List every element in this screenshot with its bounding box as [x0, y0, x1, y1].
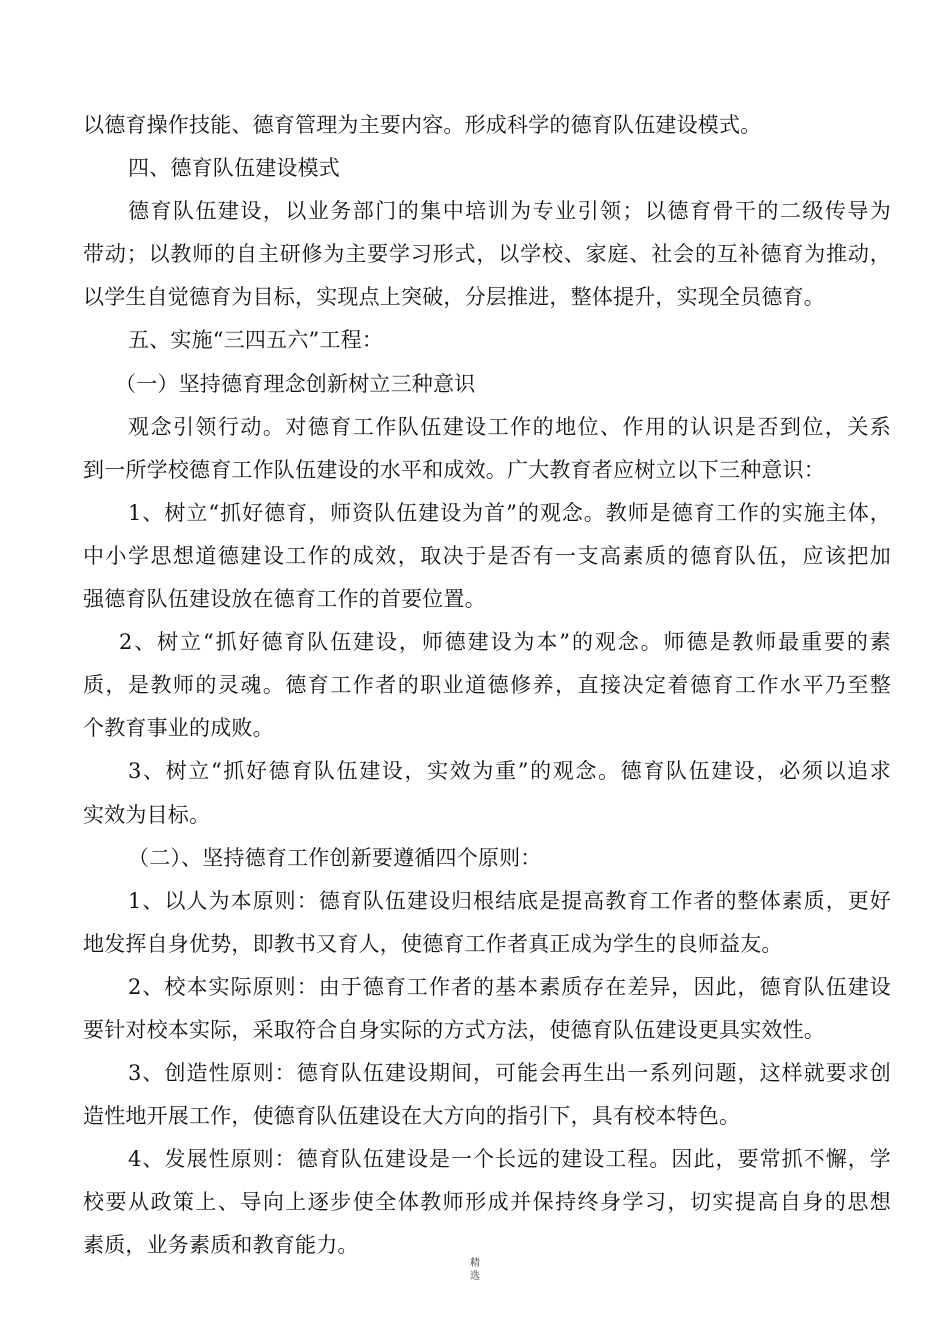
- text-line: 2、校本实际原则：由于德育工作者的基本素质存在差异，因此，德育队伍建设: [128, 974, 891, 999]
- text-line: 带动；以教师的自主研修为主要学习形式，以学校、家庭、社会的互补德育为推动，: [83, 242, 891, 267]
- text-line: 质，是教师的灵魂。德育工作者的职业道德修养，直接决定着德育工作水平乃至整: [83, 673, 891, 698]
- text-line: 观念引领行动。对德育工作队伍建设工作的地位、作用的认识是否到位，关系: [128, 414, 891, 439]
- text-line: 1、以人为本原则：德育队伍建设归根结底是提高教育工作者的整体素质，更好: [128, 888, 891, 913]
- text-line: 3、树立“抓好德育队伍建设，实效为重”的观念。德育队伍建设，必须以追求: [128, 759, 891, 784]
- text-line: 强德育队伍建设放在德育工作的首要位置。: [83, 587, 486, 612]
- text-line: 造性地开展工作，使德育队伍建设在大方向的指引下，具有校本特色。: [83, 1104, 741, 1129]
- subsection-heading: （一）坚持德育理念创新树立三种意识: [115, 371, 476, 396]
- section-heading: 五、实施“三四五六”工程：: [128, 328, 384, 353]
- text-line: 实效为目标。: [83, 802, 211, 827]
- subsection-heading: （二）、坚持德育工作创新要遵循四个原则：: [128, 845, 542, 870]
- text-line: 1、树立“抓好德育，师资队伍建设为首”的观念。教师是德育工作的实施主体，: [128, 500, 891, 525]
- text-line: 素质，业务素质和教育能力。: [83, 1233, 359, 1258]
- document-body: [83, 104, 891, 1268]
- text-line: 要针对校本实际，采取符合自身实际的方式方法，使德育队伍建设更具实效性。: [83, 1017, 825, 1042]
- text-line: 中小学思想道德建设工作的成效，取决于是否有一支高素质的德育队伍，应该把加: [83, 543, 891, 568]
- text-line: 以学生自觉德育为目标，实现点上突破，分层推进，整体提升，实现全员德育。: [83, 285, 825, 310]
- section-heading: 四、德育队伍建设模式: [128, 156, 340, 181]
- text-line: 个教育事业的成败。: [83, 716, 274, 741]
- text-line: 校要从政策上、导向上逐步使全体教师形成并保持终身学习，切实提高自身的思想: [83, 1190, 891, 1215]
- text-line: 3、创造性原则：德育队伍建设期间，可能会再生出一系列问题，这样就要求创: [128, 1061, 891, 1086]
- text-line: 地发挥自身优势，即教书又育人，使德育工作者真正成为学生的良师益友。: [83, 931, 783, 956]
- text-line: 到一所学校德育工作队伍建设的水平和成效。广大教育者应树立以下三种意识：: [83, 457, 825, 482]
- text-line: 2、树立“抓好德育队伍建设，师德建设为本”的观念。师德是教师最重要的素: [119, 630, 891, 655]
- footer-mark-line2: 选: [470, 1271, 480, 1282]
- text-line: 以德育操作技能、德育管理为主要内容。形成科学的德育队伍建设模式。: [83, 113, 762, 137]
- page-footer: [467, 1257, 483, 1283]
- text-line: 4、发展性原则：德育队伍建设是一个长远的建设工程。因此，要常抓不懈，学: [128, 1147, 891, 1172]
- text-line: 德育队伍建设，以业务部门的集中培训为专业引领；以德育骨干的二级传导为: [128, 199, 891, 224]
- footer-mark-line1: 精: [470, 1258, 480, 1269]
